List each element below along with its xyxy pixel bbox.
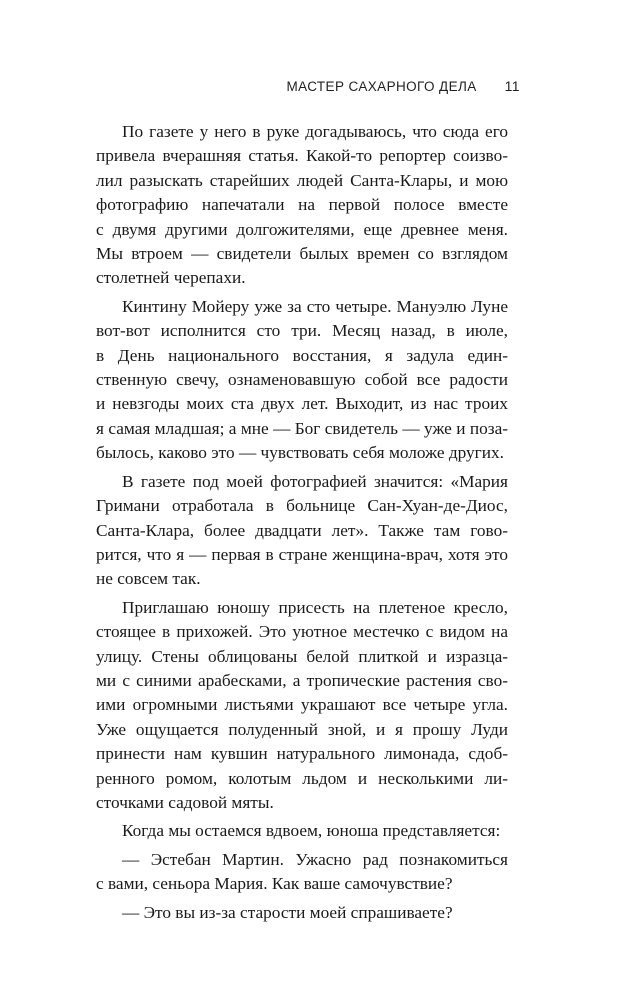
paragraph xyxy=(96,120,508,291)
paragraph xyxy=(96,470,508,592)
running-title: МАСТЕР САХАРНОГО ДЕЛА xyxy=(286,78,477,94)
text-line: ими огромными листьями украшают все четыре угла. xyxy=(96,695,508,715)
text-line: и невзгоды моих ста двух лет. Выходит, из нас троих xyxy=(96,394,508,414)
text-line: лил разыскать старейших людей Санта-Клары, и мою xyxy=(96,170,508,190)
text-line: Уже ощущается полуденный зной, и я прошу Луди xyxy=(96,719,508,739)
text-line: сточками садовой мяты. xyxy=(96,792,274,812)
text-line: привела вчерашняя статья. Какой-то репортер соизво- xyxy=(96,146,508,166)
paragraph xyxy=(96,901,508,925)
text-line: я самая младшая; а мне — Бог свидетель — уже и поза- xyxy=(96,418,508,438)
text-line: ми с синими арабесками, а тропические растения сво- xyxy=(96,670,508,690)
text-line: Кинтину Мойеру уже за сто четыре. Мануэлю Луне xyxy=(122,296,508,316)
text-line: ренного ромом, колотым льдом и несколькими ли- xyxy=(96,768,508,788)
text-line: столетней черепахи. xyxy=(96,268,246,288)
text-line: Мы втроем — свидетели былых времен со взглядом xyxy=(96,244,508,264)
text-line: с вами, сеньора Мария. Как ваше самочувствие? xyxy=(96,874,453,894)
text-line: По газете у него в руке догадываюсь, что сюда его xyxy=(122,122,508,141)
text-line: былось, каково это — чувствовать себя моложе других. xyxy=(96,443,504,463)
text-line: принести нам кувшин натурального лимонада, сдоб- xyxy=(96,744,508,764)
text-line: не совсем так. xyxy=(96,569,201,589)
text-line: стоящее в прихожей. Это уютное местечко с видом на xyxy=(96,622,508,642)
text-line: в День национального восстания, я задула един- xyxy=(96,345,508,365)
page-number: 11 xyxy=(504,78,520,94)
text-line: Когда мы остаемся вдвоем, юноша представляется: xyxy=(122,821,501,841)
running-head xyxy=(230,76,520,96)
paragraph xyxy=(96,848,508,897)
paragraph xyxy=(96,295,508,466)
text-line: с двумя другими долгожителями, еще древнее меня. xyxy=(96,219,508,239)
text-line: рится, что я — первая в стране женщина-врач, хотя это xyxy=(96,544,508,564)
text-line: фотографию напечатали на первой полосе вместе xyxy=(96,195,508,215)
text-line: Гримани отработала в больнице Сан-Хуан-де-Диос, xyxy=(96,496,508,516)
text-line: улицу. Стены облицованы белой плиткой и изразца- xyxy=(96,646,508,666)
paragraph xyxy=(96,596,508,816)
paragraph xyxy=(96,819,508,843)
text-line: ственную свечу, ознаменовавшую собой все радости xyxy=(96,370,508,390)
text-line: вот-вот исполнится сто три. Месяц назад, в июле, xyxy=(96,321,508,341)
text-line: Приглашаю юношу присесть на плетеное кресло, xyxy=(122,597,508,617)
text-line: В газете под моей фотографией значится: «Мария xyxy=(122,471,508,491)
text-line: — Эстебан Мартин. Ужасно рад познакомиться xyxy=(122,849,508,869)
body-text xyxy=(96,120,508,929)
text-line: — Это вы из-за старости моей спрашиваете? xyxy=(122,902,453,922)
text-line: Санта-Клара, более двадцати лет». Также там гово- xyxy=(96,520,508,540)
